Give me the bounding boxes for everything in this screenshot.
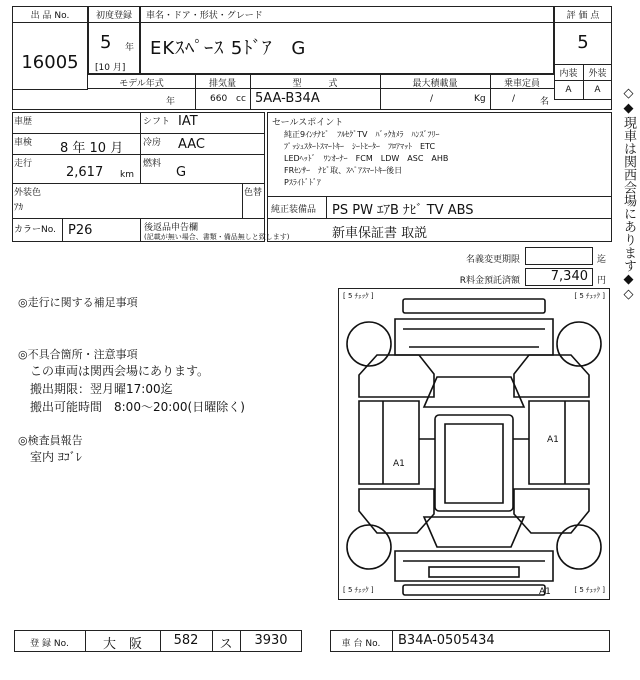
type-label: 型 式 [292, 79, 338, 89]
corner-label-tr: [ 5 ﾁｪｯｸ ] [574, 292, 605, 300]
load-unit: Kg [474, 94, 486, 104]
inspection-value: 8 年 10 月 [60, 141, 124, 156]
capacity-value: / [512, 94, 516, 104]
defect-line: この車両は関西会場にあります。 [30, 364, 210, 378]
chassis-label: 車 台 No. [341, 639, 381, 649]
warranty-value: 新車保証書 取説 [332, 226, 428, 241]
ac-label: 冷房 [143, 138, 162, 148]
sales-line: Pｽﾗｲﾄﾞﾄﾞｱ [284, 178, 321, 187]
damage-mark-bottom: A1 [539, 587, 551, 597]
reg-class: 582 [173, 633, 199, 648]
ext-color-label: 外装色 [14, 188, 42, 198]
reg-kana: ス [219, 637, 233, 652]
reg-year-unit: 年 [125, 43, 135, 53]
recycle-value: 7,340 [525, 268, 593, 286]
corner-label-br: [ 5 ﾁｪｯｸ ] [574, 586, 605, 594]
recycle-label: R料金預託済額 [459, 276, 520, 286]
reg-month: [10 月] [95, 63, 126, 73]
shift-label: シフト [143, 117, 171, 127]
score-value: 5 [577, 32, 589, 53]
car-outline-svg [339, 289, 609, 599]
name-change-label: 名義変更期限 [465, 255, 520, 265]
shift-value: IAT [178, 114, 198, 129]
history-label: 車歴 [14, 117, 33, 127]
load-value: / [430, 94, 434, 104]
color-no-value: P26 [68, 223, 93, 238]
reg-area: 大 阪 [102, 637, 142, 652]
defect-line: 搬出期限：翌月曜17:00迄 [30, 382, 173, 396]
name-label: 車名・ドア・形状・グレード [146, 11, 263, 21]
interior-label: 内装 [559, 69, 578, 79]
model-year-label: モデル年式 [119, 79, 164, 89]
ext-color-value: ｱｶ [14, 203, 24, 213]
equip-label: 純正装備品 [271, 205, 317, 215]
chassis-value: B34A-0505434 [398, 633, 495, 648]
capacity-label: 乗車定員 [503, 79, 540, 89]
type-value: 5AA-B34A [255, 91, 320, 106]
sales-label: セールスポイント [272, 118, 344, 128]
mileage-unit: km [120, 170, 134, 180]
reg-number-label: 登 録 No. [30, 639, 69, 649]
defect-lines [30, 362, 245, 416]
load-label: 最大積載量 [412, 79, 458, 89]
mileage-label: 走行 [14, 159, 33, 169]
reg-label: 初度登録 [95, 11, 132, 21]
car-diagram [338, 288, 610, 600]
sales-lines [284, 129, 448, 189]
defect-title: ◎不具合箇所・注意事項 [18, 348, 138, 361]
defect-line: 搬出可能時間 8:00～20:00(日曜除く) [30, 400, 245, 414]
aftermarket-note: (記載が無い場合、書類・備品無しと致します) [144, 233, 290, 241]
damage-mark-left: A1 [393, 459, 405, 469]
exterior-grade: A [594, 85, 601, 95]
score-label: 評 価 点 [566, 11, 600, 21]
inspector-line: 室内 ﾖｺﾞﾚ [30, 450, 82, 464]
damage-mark-right: A1 [547, 435, 559, 445]
inspector-title: ◎検査員報告 [18, 434, 83, 447]
reg-year: 5 [100, 32, 112, 53]
driving-title: ◎走行に関する補足事項 [18, 296, 138, 309]
name-change-unit: 迄 [597, 255, 607, 265]
fuel-value: G [176, 165, 187, 180]
aftermarket-label: 後返品申告欄 [144, 223, 199, 233]
side-notice: ◇◆現車は関西会場にあります◆◇ [621, 86, 636, 302]
displacement-unit: cc [236, 94, 246, 104]
capacity-unit: 名 [540, 97, 550, 107]
displacement-value: 660 [210, 94, 228, 104]
fuel-label: 燃料 [143, 159, 162, 169]
sales-line: 純正9ｲﾝﾁﾅﾋﾞ ﾌﾙｾｸﾞTV ﾊﾞｯｸｶﾒﾗ ﾊﾝｽﾞﾌﾘｰ [284, 130, 440, 139]
sales-line: LEDﾍｯﾄﾞ ﾜﾝｵｰﾅｰ FCM LDW ASC AHB [284, 154, 449, 163]
displacement-label: 排気量 [208, 79, 236, 89]
corner-label-tl: [ 5 ﾁｪｯｸ ] [343, 292, 374, 300]
recycle-unit: 円 [597, 276, 607, 286]
ac-value: AAC [178, 137, 205, 152]
color-change-label: 色替 [244, 188, 263, 198]
car-name: EKｽﾍﾟｰｽ 5ﾄﾞｱ G [150, 38, 307, 59]
sales-line: FRｾﾝｻｰ ﾅﾋﾞ取、ｽﾍﾟｱｽﾏｰﾄｷｰ後日 [284, 166, 403, 175]
reg-num: 3930 [254, 633, 288, 648]
lot-label: 出 品 No. [30, 11, 70, 21]
interior-grade: A [565, 85, 572, 95]
name-change-box [525, 247, 593, 265]
corner-label-bl: [ 5 ﾁｪｯｸ ] [343, 586, 374, 594]
mileage-value: 2,617 [66, 165, 104, 180]
inspection-label: 車検 [14, 138, 33, 148]
lot-number: 16005 [21, 52, 79, 73]
exterior-label: 外装 [588, 69, 607, 79]
model-year-unit: 年 [166, 97, 176, 107]
equip-value: PS PW ｴｱB ﾅﾋﾞ TV ABS [332, 203, 474, 218]
sales-line: ﾌﾟｯｼｭｽﾀｰﾄｽﾏｰﾄｷｰ ｼｰﾄﾋｰﾀｰ ﾌﾛｱﾏｯﾄ ETC [284, 142, 436, 151]
color-no-label: カラーNo. [14, 225, 56, 235]
